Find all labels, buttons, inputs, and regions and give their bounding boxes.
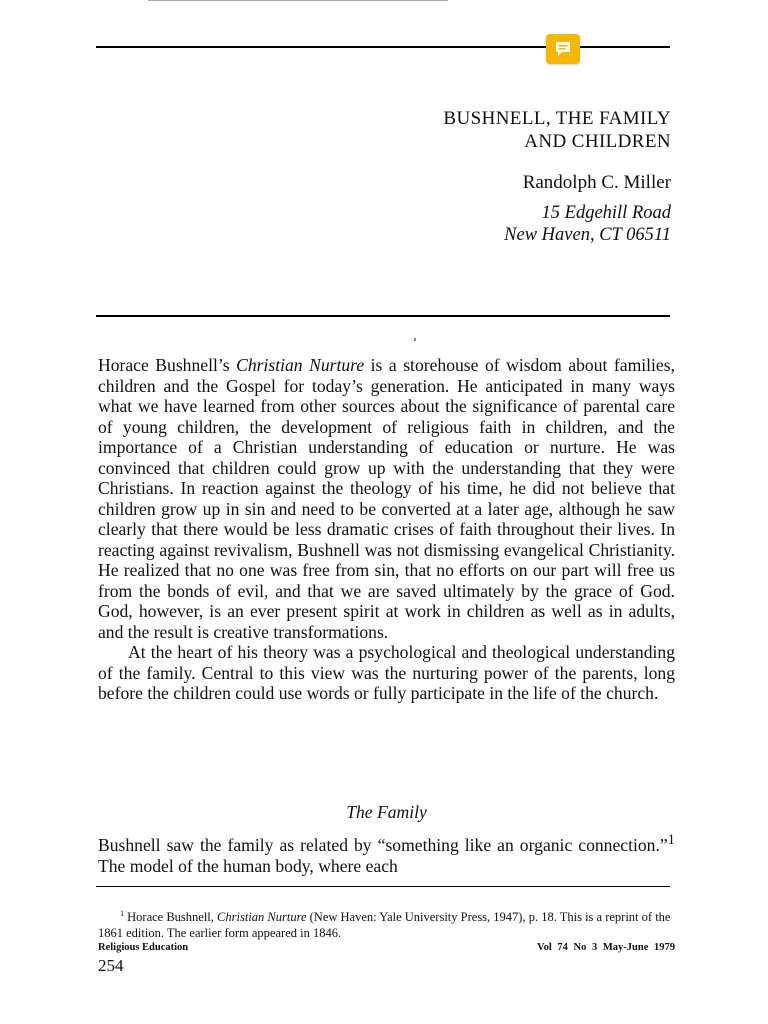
paragraph-3-lead: Bushnell saw the family as related by “something like an organic connection.” (98, 834, 668, 855)
header-rule (96, 46, 670, 48)
article-title-line-2: AND CHILDREN (524, 131, 671, 152)
paragraph-1-book-title: Christian Nurture (236, 355, 365, 375)
article-title-line-1: BUSHNELL, THE FAMILY (443, 108, 671, 129)
article-title (443, 107, 671, 153)
paragraph-2: At the heart of his theory was a psychological and theological understanding of the family. Central to this view was the nurturing power of the parents, long before the children could use words or fully participate in the life of the church. (98, 642, 675, 703)
paragraph-1 (98, 355, 675, 642)
footnote-marker: 1 (120, 909, 124, 918)
address-line-2: New Haven, CT 06511 (504, 225, 671, 245)
paragraph-3 (98, 830, 675, 877)
footnote-reference[interactable]: 1 (667, 832, 675, 848)
footnote (98, 906, 675, 941)
paragraph-3-rest: The model of the human body, where each (98, 855, 398, 876)
comment-icon-glyph (554, 40, 572, 58)
top-faint-rule (148, 0, 448, 1)
footnote-book-title: Christian Nurture (217, 910, 307, 925)
scan-speck (414, 338, 416, 341)
section-heading: The Family (346, 802, 427, 822)
article-body (98, 355, 675, 704)
paragraph-1-rest: is a storehouse of wisdom about families, children and the Gospel for today’s generation. He anticipated in many ways what we have learned from other sources about the significance of parental care of young children, the development of religious faith in children, and the importance of a Christian understanding of education or nurture. He was convinced that children could grow up with the understanding that they were Christians. In reaction against the theology of his time, he did not believe that children grow up in sin and need to be converted at a later age, although he saw clearly that there would be less dramatic crises of faith throughout their lives. In reacting against revivalism, Bushnell was not dismissing evangelical Christianity. He realized that no one was free from sin, that no efforts on our part will free us from the bonds of evil, and that we are saved ultimately by the grace of God. God, however, is an ever present spirit at work in children as well as in adults, and the result is creative transformations. (98, 355, 675, 642)
page-number: 254 (98, 956, 124, 975)
footnote-rest: (New Haven: Yale University Press, 1947), p. 18. This is a reprint of the 1861 edition. The earlier form appeared in 1846. (98, 910, 671, 941)
journal-issue: Vol 74 No 3 May-June 1979 (537, 942, 675, 953)
comment-icon[interactable] (546, 34, 580, 64)
title-divider (96, 315, 670, 317)
author-address (504, 202, 671, 246)
footnote-lead: Horace Bushnell, (124, 910, 218, 925)
journal-name: Religious Education (98, 942, 189, 953)
address-line-1: 15 Edgehill Road (541, 203, 671, 223)
paragraph-1-lead: Horace Bushnell’s (98, 355, 237, 375)
footnote-divider (96, 886, 670, 887)
author-name: Randolph C. Miller (522, 172, 671, 193)
